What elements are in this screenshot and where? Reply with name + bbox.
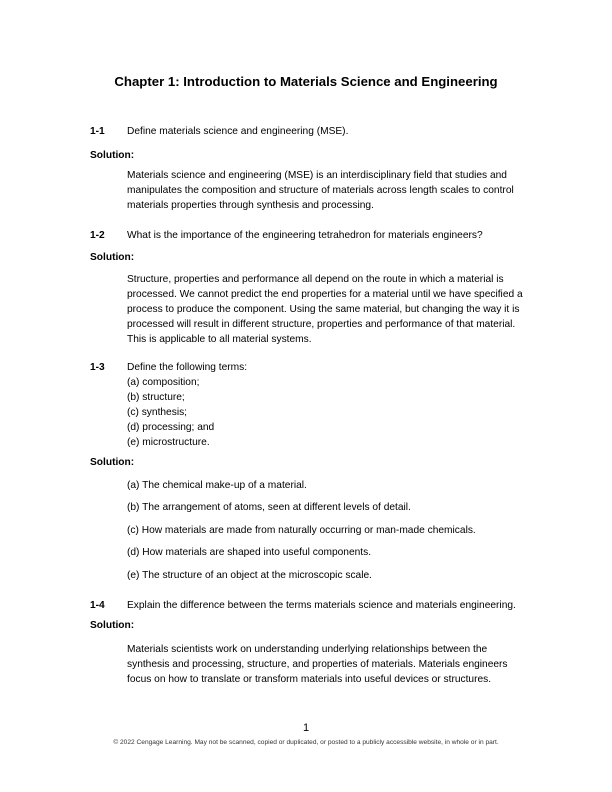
- question-1-3: [90, 360, 540, 450]
- answer-d: (d) How materials are shaped into useful components.: [127, 547, 372, 558]
- question-1-4: [90, 598, 540, 613]
- solution-label: Solution:: [90, 457, 135, 468]
- question-line: (e) microstructure.: [127, 437, 210, 448]
- question-1-1: [90, 124, 540, 139]
- question-line: (d) processing; and: [127, 422, 215, 433]
- solution-line: process to produce the component. Using the same material, but changing the way it is: [127, 304, 520, 315]
- solution-line: This is applicable to all material systems.: [127, 334, 312, 345]
- solution-line: Structure, properties and performance all depend on the route in which a material is: [127, 274, 504, 285]
- solution-line: Materials scientists work on understanding underlying relationships between the: [127, 644, 488, 655]
- solution-1-2: [127, 272, 527, 347]
- solution-line: synthesis and processing, structure, and properties of materials. Materials engineers: [127, 659, 508, 670]
- question-text: [127, 360, 540, 450]
- question-line: (b) structure;: [127, 392, 185, 403]
- solution-line: focus on how to translate or transform materials into useful devices or structures.: [127, 674, 492, 685]
- question-number: 1-2: [90, 230, 105, 241]
- solution-line: materials properties through synthesis and processing.: [127, 200, 374, 211]
- copyright-footer: © 2022 Cengage Learning. May not be scanned, copied or duplicated, or posted to a publicly accessible website, in whole or in part.: [113, 739, 499, 746]
- page-number: 1: [302, 722, 310, 734]
- question-number: 1-4: [90, 600, 105, 611]
- question-line: (c) synthesis;: [127, 407, 188, 418]
- question-line: (a) composition;: [127, 377, 200, 388]
- question-1-2: [90, 228, 540, 243]
- question-text: Define materials science and engineering (MSE).: [127, 126, 349, 137]
- solution-label: Solution:: [90, 620, 135, 631]
- solution-label: Solution:: [90, 252, 135, 263]
- question-line: Define the following terms:: [127, 362, 248, 373]
- solution-label: Solution:: [90, 150, 135, 161]
- answer-e: (e) The structure of an object at the microscopic scale.: [127, 570, 372, 581]
- solution-line: manipulates the composition and structure of materials across length scales to control: [127, 185, 514, 196]
- answer-a: (a) The chemical make-up of a material.: [127, 480, 307, 491]
- question-text: Explain the difference between the terms materials science and materials engineering.: [127, 600, 516, 611]
- solution-1-1: [127, 168, 527, 213]
- solution-line: processed. We cannot predict the end properties for a material until we have specified a: [127, 289, 523, 300]
- solution-line: Materials science and engineering (MSE) is an interdisciplinary field that studies and: [127, 170, 507, 181]
- chapter-title: Chapter 1: Introduction to Materials Science and Engineering: [114, 74, 498, 89]
- question-text: What is the importance of the engineering tetrahedron for materials engineers?: [127, 230, 483, 241]
- question-number: 1-1: [90, 126, 105, 137]
- answer-c: (c) How materials are made from naturally occurring or man-made chemicals.: [127, 525, 476, 536]
- question-number: 1-3: [90, 362, 105, 373]
- solution-1-4: [127, 642, 527, 687]
- solution-line: processed will result in different structure, properties and performance of that material.: [127, 319, 516, 330]
- answer-b: (b) The arrangement of atoms, seen at different levels of detail.: [127, 502, 411, 513]
